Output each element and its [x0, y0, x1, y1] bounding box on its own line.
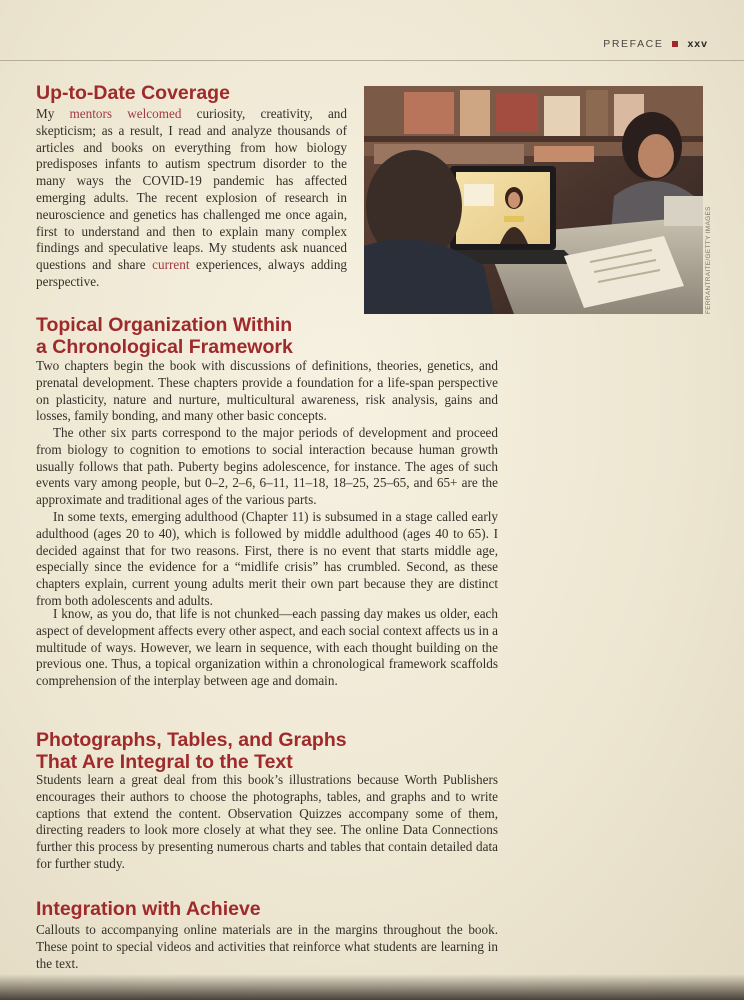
header-section: PREFACE	[603, 38, 664, 50]
header-rule	[0, 60, 744, 61]
page-bottom-edge	[0, 974, 744, 1000]
topical-paragraph-1: Two chapters begin the book with discussions of definitions, theories, genetics, and prenatal development. These chapters provide a foundation for a life-span perspective on plasticity, nature and nurture, multicultural awareness, risk analysis, gains and losses, family bonding, and many other basic concepts.	[36, 358, 498, 424]
header-square-icon	[672, 41, 678, 47]
photographs-paragraph: Students learn a great deal from this book’s illustrations because Worth Publishers encourages their authors to choose the photographs, tables, and graphs and to write captions that extend the content. Observation Quizzes accompany some of them, directing readers to look more closely at what they see. The online Data Connections further this process by presenting numerous charts and tables that contain detailed data for further study.	[36, 772, 498, 871]
heading-photographs-tables-graphs: Photographs, Tables, and Graphs That Are Integral to the Text	[36, 729, 347, 773]
topical-paragraph-2: The other six parts correspond to the major periods of development and proceed from biology to cognition to emotions to social interaction because human growth usually follows that path. Puberty begins adolescence, for instance. The ages of such events vary among people, but 0–2, 2–6, 6–11, 11–18, 18–25, 25–65, and 65+ are the approximate and traditional ages of the various parts.	[36, 425, 498, 508]
heading-topical-organization: Topical Organization Within a Chronological Framework	[36, 314, 293, 358]
topical-paragraph-4: I know, as you do, that life is not chunked—each passing day makes us older, each aspect of development affects every other aspect, and each social context affects us in a multitude of ways. However, we learn in sequence, with each thought building on the previous one. Thus, a topical organization within a chronological framework scaffolds comprehension of the interplay between age and domain.	[36, 606, 498, 689]
running-header	[603, 38, 708, 50]
topical-paragraph-3: In some texts, emerging adulthood (Chapter 11) is subsumed in a stage called early adulthood (ages 20 to 40), which is followed by middle adulthood (ages 40 to 65). I decided against that for two reasons. First, there is no event that starts middle age, especially since the evidence for a “midlife crisis” has crumbled. Second, as these chapters explain, current young adults merit their own part because they are distinct from both adolescents and adults.	[36, 509, 498, 608]
coverage-paragraph: My mentors welcomed curiosity, creativity, and skepticism; as a result, I read and analyze thousands of articles and books on everything from how biology predisposes infants to autism spectrum disorder to the many ways the COVID-19 pandemic has affected emerging adults. The recent explosion of research in neuroscience and genetics has challenged me once again, first to understand and then to explain many complex findings and speculative leaps. My students ask nuanced questions and share current experiences, always adding perspective.	[36, 106, 348, 289]
photo-credit: FERRANTRAITE/GETTY IMAGES	[705, 206, 712, 314]
page-number: xxv	[687, 38, 708, 50]
heading-integration-achieve: Integration with Achieve	[36, 898, 261, 920]
achieve-paragraph: Callouts to accompanying online materials are in the margins throughout the book. These point to special videos and activities that reinforce what students are learning in the text.	[36, 922, 498, 971]
heading-up-to-date-coverage: Up-to-Date Coverage	[36, 82, 230, 104]
classroom-photo	[364, 86, 703, 314]
